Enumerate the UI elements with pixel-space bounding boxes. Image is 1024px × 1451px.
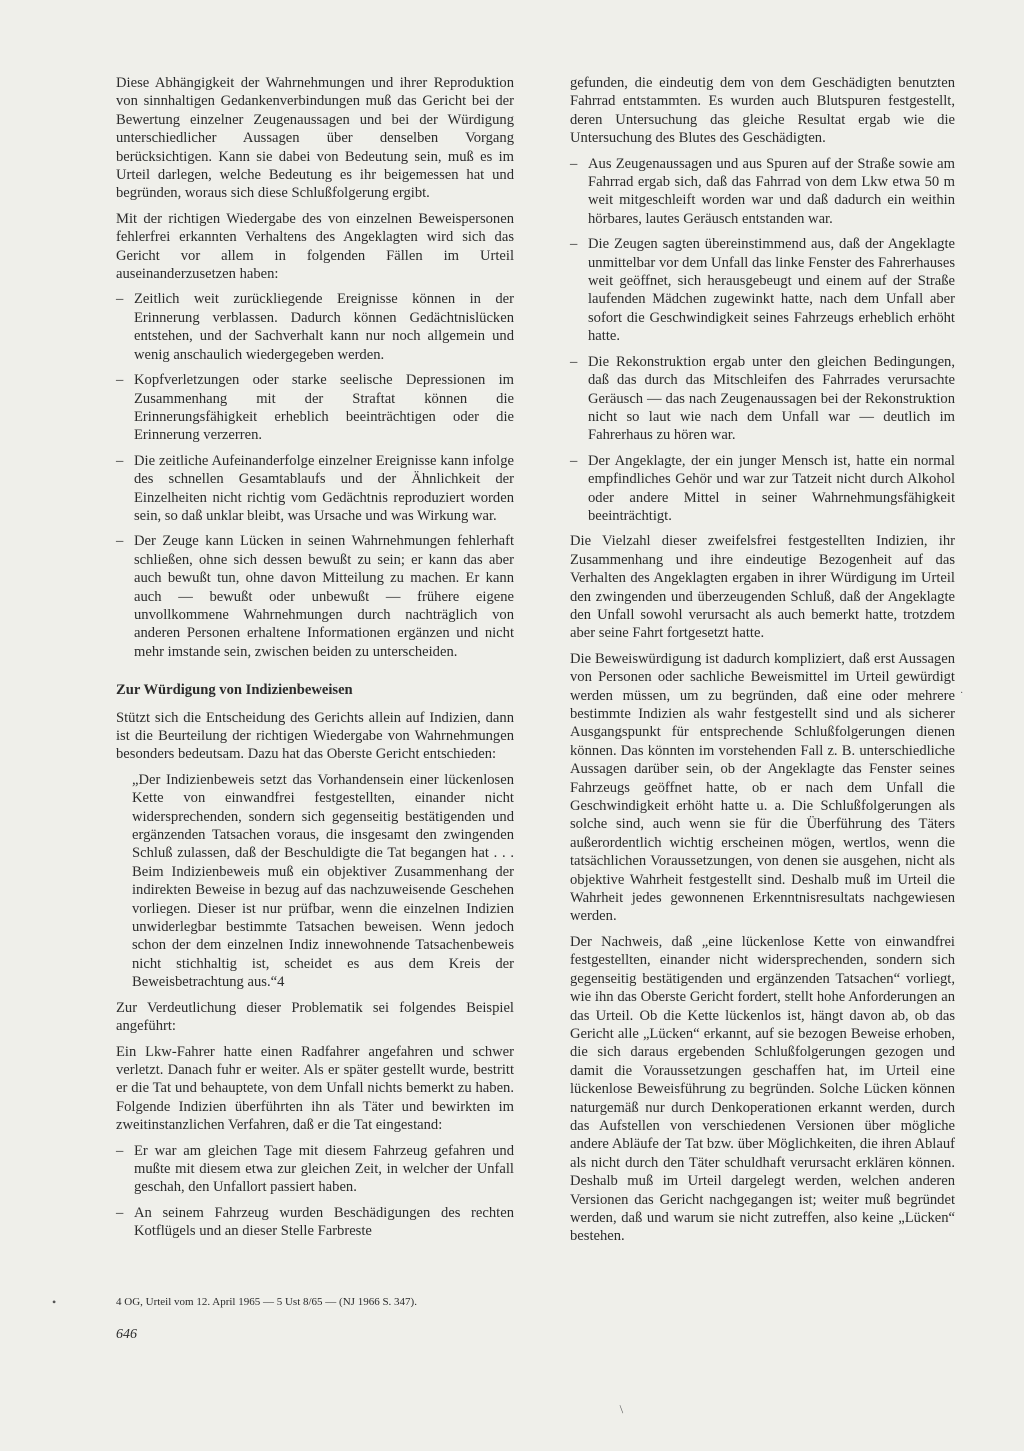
list-item: – An seinem Fahrzeug wurden Beschädigungen des rechten Kotflügels und an dieser Stelle Farbreste [116,1204,514,1241]
paragraph-continued: gefunden, die eindeutig dem von dem Geschädigten benutzten Fahrrad entstammten. Es wurden auch Blutspuren festgestellt, deren Untersuchung das gleiche Resultat ergab wie die Untersuchung des Blutes des Geschädigten. [570,75,955,147]
paragraph: Die Beweiswürdigung ist dadurch kompliziert, daß erst Aussagen von Personen oder sachliche Beweismittel im Urteil gewürdigt werden müssen, um zu begründen, daß eine oder mehrere bestimmte Indizien als wahr festgestellt sind und als sicherer Ausgangspunkt für entsprechende Schlußfolgerungen dienen können. Das könnten im vorstehenden Fall z. B. unterschiedliche Aussagen darüber sein, ob der Angeklagte das Fenster seines Fahrzeugs geöffnet hatte, ob er nach dem Unfall die Geschwindigkeit erhöht hatte u. a. Die Schlußfolgerungen als solche sind, auch wenn sie für die Überführung des Täters außerordentlich wichtig erscheinen mögen, wertlos, wenn die tatsächlichen Voraussetzungen, von denen sie ausgehen, nicht als objektive Wahrheit festgestellt sind. Deshalb muß im Urteil die Wahrheit jedes gewonnenen Erkenntnisresultats nachgewiesen werden. [570,650,955,925]
page-number: 646 [116,1327,137,1342]
list-item: – Die Zeugen sagten übereinstimmend aus, daß der Angeklagte unmittelbar vor dem Unfall das linke Fenster des Fahrerhauses weit geöffnet, sich herausgebeugt und einem auf der Straße laufenden Mädchen zugewinkt hatte, nach dem Unfall aber sofort die Geschwindigkeit seines Fahrzeugs erheblich erhöht hatte. [570,235,955,345]
block-quote: „Der Indizienbeweis setzt das Vorhandensein einer lückenlosen Kette von einwandfrei festgestellten, einander nicht widersprechenden, sondern sich gegenseitig bestätigenden und ergänzenden Tatsachen voraus, die insgesamt den zwingenden Schluß zulassen, daß der Beschuldigte die Tat begangen hat . . . Beim Indizienbeweis muß ein objektiver Zusammenhang der indirekten Beweise in bezug auf das nachzuweisende Geschehen vorliegen. Dieser ist nur prüfbar, wenn die einzelnen Indizien unwiderlegbar bestimmte Tatsachen beweisen. Wenn jedoch schon der dem einzelnen Indiz innewohnende Tatsachenbeweis nicht stichhaltig ist, scheidet es aus dem Kreis der Beweisbetrachtung aus.“4 [132,771,514,991]
list-item: – Der Angeklagte, der ein junger Mensch ist, hatte ein normal empfindliches Gehör und war zur Tatzeit nicht durch Alkohol oder andere Mittel in seiner Wahrnehmungsfähigkeit beeinträchtigt. [570,452,955,526]
paragraph: Die Vielzahl dieser zweifelsfrei festgestellten Indizien, ihr Zusammenhang und ihre eindeutige Bezogenheit auf das Verhalten des Angeklagten ergaben in ihrer Würdigung im Urteil den zwingenden und überzeugenden Schluß, daß der Angeklagte den Unfall sowohl verursacht als auch bemerkt hatte, trotzdem aber seine Fahrt fortgesetzt hatte. [570,533,955,642]
paragraph: Der Nachweis, daß „eine lückenlose Kette von einwandfrei festgestellten, einander nicht widersprechenden, sondern sich gegenseitig bestätigenden und ergänzenden Tatsachen“ vorliegt, wie ihn das Oberste Gericht fordert, stellt hohe Anforderungen an das Urteil. Ob die Kette lückenlos ist, hängt davon ab, ob das Gericht alle „Lücken“ erkannt, auf sie bezogen Beweise erhoben, die sich daraus ergebenden Schlußfolgerungen gezogen und damit die Voraussetzungen geschaffen hat, im Urteil eine lückenlose Beweisführung zu begründen. Solche Lücken können naturgemäß nur durch Denkoperationen erkannt werden, durch das Aufstellen von verschiedenen Versionen über mögliche andere Abläufe der Tat bzw. über Möglichkeiten, die ihren Ablauf als nicht durch den Täter schuldhaft verursacht erklären können. Deshalb muß im Urteil dargelegt werden, welchen anderen Versionen das Gericht nachgegangen ist; weiter muß begründet werden, daß und warum sie nicht zutreffen, also keine „Lücken“ bestehen. [570,933,955,1245]
paragraph: Diese Abhängigkeit der Wahrnehmungen und ihrer Reproduktion von sinnhaltigen Gedankenverbindungen muß das Gericht bei der Bewertung einzelner Zeugenaussagen und bei der Würdigung unterschiedlicher Aussagen über denselben Vorgang berücksichtigen. Kann sie dabei von Bedeutung sein, muß es im Urteil darlegen, welche Bedeutung es ihr beigemessen hat und begründen, woraus sich diese Schlußfolgerung ergibt. [116,75,514,202]
list-item: – Aus Zeugenaussagen und aus Spuren auf der Straße sowie am Fahrrad ergab sich, daß das Fahrrad von dem Lkw etwa 50 m weit mitgeschleift worden war und daß dadurch ein weithin hörbares, lautes Geräusch entstanden war. [570,155,955,229]
list-item: – Die Rekonstruktion ergab unter den gleichen Bedingungen, daß das durch das Mitschleifen des Fahrrades verursachte Geräusch — das nach Zeugenaussagen bei der Rekonstruktion nicht so laut wie nach dem Unfall war — deutlich im Fahrerhaus zu hören war. [570,353,955,445]
dash-list [116,1142,514,1241]
list-item: – Kopfverletzungen oder starke seelische Depressionen im Zusammenhang mit der Straftat können die Erinnerungsfähigkeit erheblich beeinträchtigen oder die Erinnerung verzerren. [116,371,514,445]
list-item: – Er war am gleichen Tage mit diesem Fahrzeug gefahren und mußte mit diesem etwa zur gleichen Zeit, in welcher der Unfall geschah, den Unfallort passiert haben. [116,1142,514,1197]
right-column [570,74,955,1253]
list-item: – Die zeitliche Aufeinanderfolge einzelner Ereignisse kann infolge des schnellen Gesamtablaufs und der Ähnlichkeit der Einzelheiten nicht richtig vom Gedächtnis reproduziert worden sein, so daß unklar bleibt, was Ursache und was Wirkung war. [116,452,514,526]
paragraph: Mit der richtigen Wiedergabe des von einzelnen Beweispersonen fehlerfrei erkannten Verhaltens des Angeklagten wird sich das Gericht vor allem in folgenden Fällen im Urteil auseinanderzusetzen haben: [116,210,514,283]
paragraph: Ein Lkw-Fahrer hatte einen Radfahrer angefahren und schwer verletzt. Danach fuhr er weiter. Als er später gestellt wurde, bestritt er die Tat und behauptete, von dem Unfall nichts bemerkt zu haben. Folgende Indizien überführten ihn als Täter und bewirkten im zweitinstanzlichen Verfahren, daß er die Tat eingestand: [116,1043,514,1134]
dash-list [570,155,955,526]
scan-mark: · [960,688,964,699]
paragraph: Zur Verdeutlichung dieser Problematik sei folgendes Beispiel angeführt: [116,999,514,1035]
paragraph: Stützt sich die Entscheidung des Gerichts allein auf Indizien, dann ist die Beurteilung der richtigen Wiedergabe von Wahrnehmungen besonders bedeutsam. Dazu hat das Oberste Gericht entschieden: [116,709,514,763]
scan-mark: / [615,1402,628,1416]
section-heading: Zur Würdigung von Indizienbeweisen [116,682,353,699]
scan-mark: • [52,1295,57,1309]
left-column [116,74,514,1248]
dash-list [116,290,514,661]
list-item: – Zeitlich weit zurückliegende Ereignisse können in der Erinnerung verblassen. Dadurch können Gedächtnislücken entstehen, und der Sachverhalt kann nur noch allgemein und wenig anschaulich wiedergegeben werden. [116,290,514,364]
footnote: 4 OG, Urteil vom 12. April 1965 — 5 Ust 8/65 — (NJ 1966 S. 347). [116,1296,417,1308]
list-item: – Der Zeuge kann Lücken in seinen Wahrnehmungen fehlerhaft schließen, ohne sich dessen bewußt zu sein; er kann das aber auch bewußt tun, ohne davon Mitteilung zu machen. Er kann auch — bewußt oder unbewußt — frühere eigene unvollkommene Wahrnehmungen durch nachträglich von anderen Personen erhaltene Informationen ergänzen und nicht mehr imstande sein, zwischen beiden zu unterscheiden. [116,532,514,661]
